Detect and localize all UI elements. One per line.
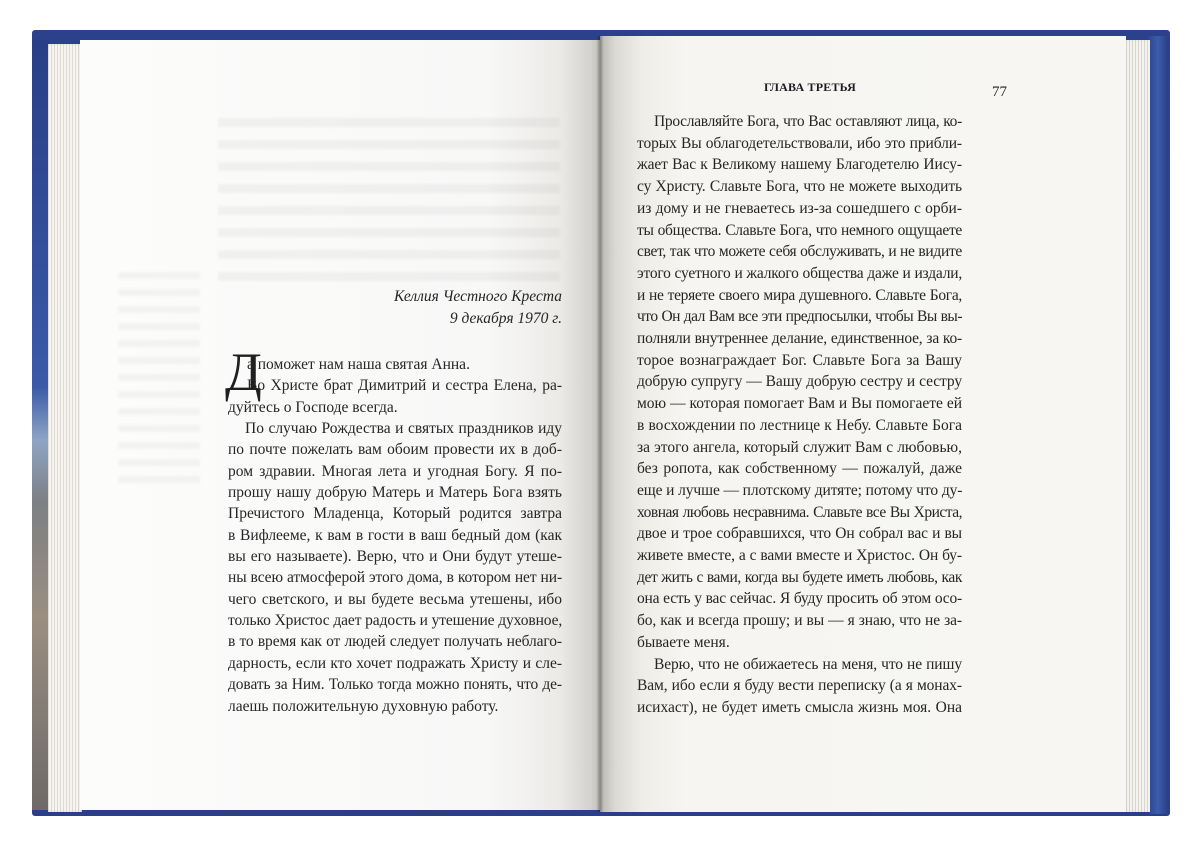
letter-heading bbox=[360, 286, 562, 330]
page-stack-right bbox=[1124, 40, 1150, 812]
page-number: 77 bbox=[992, 84, 1007, 100]
text-line: ны всею атмосферой этого дома, в котором нет ни- bbox=[228, 569, 562, 587]
text-line: ты общества. Славьте Бога, что немного ощущаете bbox=[637, 221, 962, 239]
text-line: дет жить с вами, когда вы будете иметь любовь, как bbox=[637, 568, 962, 586]
text-line: прошу нашу добрую Матерь и Матерь Бога взять bbox=[228, 484, 562, 502]
text-line: в восхождении по лестнице к Небу. Славьте Бога bbox=[637, 416, 962, 434]
text-line: ром здравии. Многая лета и угодная Богу. Я по- bbox=[228, 462, 562, 480]
text-line: за этого ангела, который служит Вам с любовью, bbox=[637, 438, 962, 456]
text-line: дарность, если кто хочет подражать Христу и сле- bbox=[228, 654, 562, 672]
text-line: без ропота, как собственному — пожалуй, даже bbox=[637, 460, 962, 478]
letter-location: Келлия Честного Креста bbox=[393, 288, 562, 305]
text-line: этого суетного и жалкого общества даже и издали, bbox=[637, 264, 962, 282]
text-line: Прославляйте Бога, что Вас оставляют лица, ко- bbox=[654, 113, 962, 130]
running-head: ГЛАВА ТРЕТЬЯ bbox=[764, 80, 857, 94]
text-line: Во Христе брат Димитрий и сестра Елена, ра- bbox=[247, 377, 562, 395]
text-line: исихаст), не будет иметь смысла жизнь моя. Она bbox=[637, 698, 962, 716]
text-line: лаешь положительную духовную работу. bbox=[228, 697, 499, 715]
text-line: в то время как от людей следует получать неблаго- bbox=[228, 633, 562, 651]
left-page-text bbox=[228, 354, 562, 717]
text-line: свет, так что можете себя обслуживать, и не видите bbox=[637, 243, 962, 261]
text-line: еще и лучше — плотскому дитяте; потому что ду- bbox=[637, 481, 963, 499]
text-line: торое вознаграждает Бог. Славьте Бога за Вашу bbox=[637, 351, 962, 369]
text-line: су Христу. Славьте Бога, что не можете выходить bbox=[637, 178, 962, 196]
show-through-margin-notes bbox=[118, 272, 200, 488]
text-line: дуйтесь о Господе всегда. bbox=[228, 398, 398, 416]
text-line: жает Вас к Великому нашему Благодетелю Иису- bbox=[637, 156, 962, 174]
right-page-text bbox=[637, 111, 962, 719]
drop-cap: Д bbox=[225, 342, 262, 402]
text-line: довать за Ним. Только тогда можно понять, что де- bbox=[228, 676, 562, 694]
text-line: а поможет нам наша святая Анна. bbox=[247, 356, 470, 373]
text-line: По случаю Рождества и святых праздников иду bbox=[245, 420, 562, 438]
text-line: мою — которая помогает Вам и Вы помогаете ей bbox=[637, 395, 962, 413]
text-line: из дому и не гневаетесь из-за сошедшего с орби- bbox=[637, 199, 962, 217]
text-line: добрую супругу — Вашу добрую сестру и сестру bbox=[637, 373, 962, 391]
text-line: только Христос дает радость и утешение духовное, bbox=[228, 612, 563, 630]
text-line: Пречистого Младенца, Который родится завтра bbox=[228, 505, 562, 523]
text-line: полняли внутреннее делание, единственное, за ко- bbox=[637, 330, 962, 348]
text-line: живете вместе, а с вами вместе и Христос. Он бу- bbox=[637, 547, 962, 565]
text-line: в Вифлееме, к вам в гости в ваш бедный дом (как bbox=[228, 526, 562, 544]
text-line: ховная любовь несравнима. Славьте все Вы Христа, bbox=[637, 503, 962, 521]
text-line: что Он дал Вам все эти предпосылки, чтобы Вы вы- bbox=[637, 308, 962, 326]
text-line: двое и трое собравшихся, что Он собрал вас и вы bbox=[637, 525, 962, 543]
book-cover-right-edge bbox=[1148, 36, 1168, 814]
letter-date: 9 декабря 1970 г. bbox=[449, 310, 562, 327]
page-stack-left bbox=[48, 44, 82, 812]
text-line: Верю, что не обижаетесь на меня, что не пишу bbox=[654, 655, 962, 673]
text-line: по почте пожелать вам обоим провести их в доб- bbox=[228, 441, 562, 459]
show-through-text bbox=[218, 118, 560, 288]
book-spine-gutter bbox=[597, 36, 603, 812]
text-line: бываете меня. bbox=[637, 633, 730, 651]
text-line: вы его называете). Верю, что и Они будут утеше- bbox=[228, 548, 562, 566]
text-line: Вам, ибо если я буду вести переписку (а я монах- bbox=[637, 677, 962, 695]
text-line: и не теряете своего мира душевного. Славьте Бога, bbox=[637, 286, 962, 304]
text-line: бо, как и всегда прошу; и вы — я знаю, что не за- bbox=[637, 612, 962, 630]
text-line: торых Вы облагодетельствовали, ибо это прибли- bbox=[637, 134, 962, 152]
text-line: она есть у вас сейчас. Я буду просить об этом осо- bbox=[637, 590, 962, 608]
text-line: чего светского, и вы будете весьма утешены, ибо bbox=[228, 590, 562, 608]
